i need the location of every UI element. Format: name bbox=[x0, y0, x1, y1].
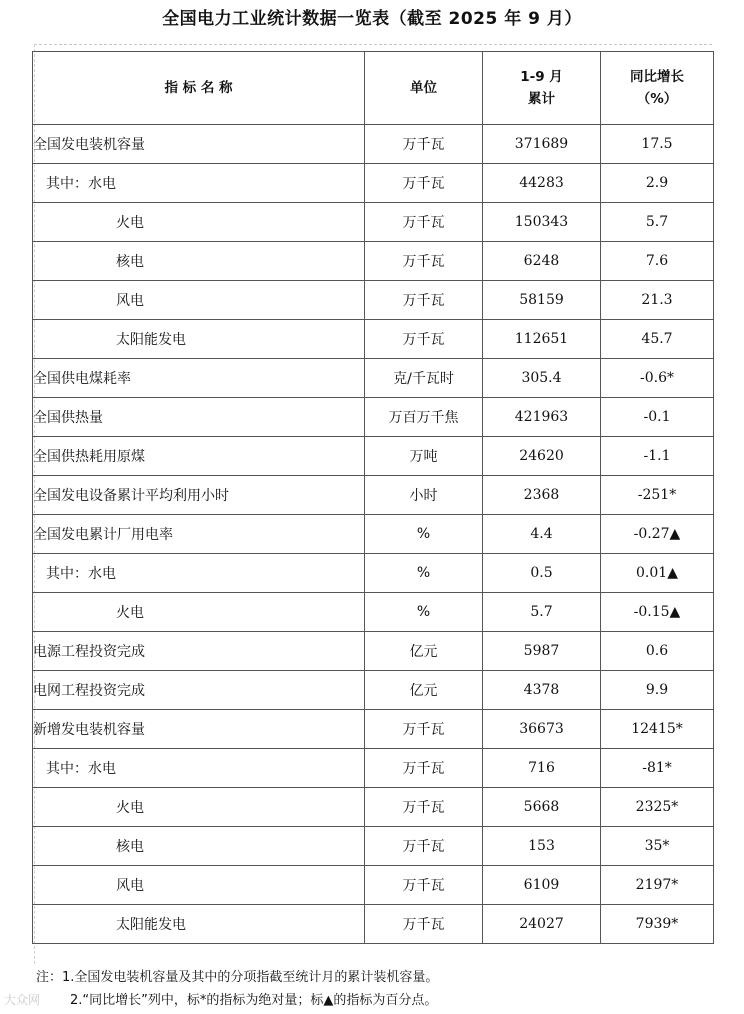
table-row bbox=[33, 632, 714, 671]
unit-cell: 万千瓦 bbox=[365, 281, 483, 320]
yoy-change-value: 7939* bbox=[601, 905, 714, 944]
yoy-change-value: 5.7 bbox=[601, 203, 714, 242]
unit-cell: 小时 bbox=[365, 476, 483, 515]
header-cumulative bbox=[483, 52, 601, 125]
table-row bbox=[33, 905, 714, 944]
unit-cell: % bbox=[365, 515, 483, 554]
cumulative-value: 371689 bbox=[483, 125, 601, 164]
page-title: 全国电力工业统计数据一览表（截至 2025 年 9 月） bbox=[162, 9, 582, 29]
table-row bbox=[33, 866, 714, 905]
table-row bbox=[33, 203, 714, 242]
header-yoy-change bbox=[601, 52, 714, 125]
yoy-change-value: 45.7 bbox=[601, 320, 714, 359]
unit-cell: 万千瓦 bbox=[365, 164, 483, 203]
cumulative-value: 4.4 bbox=[483, 515, 601, 554]
table-row bbox=[33, 281, 714, 320]
indicator-name: 全国供热耗用原煤 bbox=[33, 437, 365, 476]
unit-cell: 克/千瓦时 bbox=[365, 359, 483, 398]
cumulative-value: 421963 bbox=[483, 398, 601, 437]
watermark-logo: 大众网 bbox=[4, 993, 41, 1007]
table-row bbox=[33, 554, 714, 593]
yoy-change-value: 21.3 bbox=[601, 281, 714, 320]
unit-cell: 万千瓦 bbox=[365, 866, 483, 905]
table-row bbox=[33, 359, 714, 398]
yoy-change-value: -0.27▲ bbox=[601, 515, 714, 554]
yoy-change-value: 35* bbox=[601, 827, 714, 866]
footnotes bbox=[36, 966, 726, 1012]
indicator-name: 新增发电装机容量 bbox=[33, 710, 365, 749]
yoy-change-value: -81* bbox=[601, 749, 714, 788]
cumulative-value: 58159 bbox=[483, 281, 601, 320]
indicator-name: 全国发电累计厂用电率 bbox=[33, 515, 365, 554]
unit-cell: 万千瓦 bbox=[365, 749, 483, 788]
table-row bbox=[33, 398, 714, 437]
indicator-name: 其中：水电 bbox=[33, 749, 365, 788]
header-yoy-line2: （%） bbox=[636, 91, 678, 107]
cumulative-value: 305.4 bbox=[483, 359, 601, 398]
yoy-change-value: 2.9 bbox=[601, 164, 714, 203]
cumulative-value: 150343 bbox=[483, 203, 601, 242]
cumulative-value: 716 bbox=[483, 749, 601, 788]
indicator-name: 全国供热量 bbox=[33, 398, 365, 437]
indicator-name: 火电 bbox=[33, 593, 365, 632]
yoy-change-value: 0.01▲ bbox=[601, 554, 714, 593]
unit-cell: % bbox=[365, 593, 483, 632]
table-row bbox=[33, 515, 714, 554]
yoy-change-value: -1.1 bbox=[601, 437, 714, 476]
unit-cell: 万吨 bbox=[365, 437, 483, 476]
cumulative-value: 6248 bbox=[483, 242, 601, 281]
table-row bbox=[33, 476, 714, 515]
table-row bbox=[33, 242, 714, 281]
unit-cell: 万千瓦 bbox=[365, 788, 483, 827]
yoy-change-value: 12415* bbox=[601, 710, 714, 749]
cumulative-value: 112651 bbox=[483, 320, 601, 359]
unit-cell: 万千瓦 bbox=[365, 905, 483, 944]
table-row bbox=[33, 125, 714, 164]
yoy-change-value: -0.15▲ bbox=[601, 593, 714, 632]
table-row bbox=[33, 164, 714, 203]
indicator-name: 全国发电装机容量 bbox=[33, 125, 365, 164]
indicator-name: 全国供电煤耗率 bbox=[33, 359, 365, 398]
header-unit: 单位 bbox=[365, 52, 483, 125]
header-indicator-name: 指 标 名 称 bbox=[33, 52, 365, 125]
indicator-name: 其中：水电 bbox=[33, 554, 365, 593]
yoy-change-value: 17.5 bbox=[601, 125, 714, 164]
yoy-change-value: 9.9 bbox=[601, 671, 714, 710]
yoy-change-value: 2197* bbox=[601, 866, 714, 905]
indicator-name: 太阳能发电 bbox=[33, 905, 365, 944]
cumulative-value: 5.7 bbox=[483, 593, 601, 632]
unit-cell: 万千瓦 bbox=[365, 125, 483, 164]
table-row bbox=[33, 749, 714, 788]
unit-cell: 万千瓦 bbox=[365, 242, 483, 281]
table-header-row bbox=[33, 52, 714, 125]
cumulative-value: 36673 bbox=[483, 710, 601, 749]
table-row bbox=[33, 788, 714, 827]
indicator-name: 核电 bbox=[33, 242, 365, 281]
yoy-change-value: 7.6 bbox=[601, 242, 714, 281]
cumulative-value: 44283 bbox=[483, 164, 601, 203]
indicator-name: 电源工程投资完成 bbox=[33, 632, 365, 671]
indicator-name: 太阳能发电 bbox=[33, 320, 365, 359]
cumulative-value: 5987 bbox=[483, 632, 601, 671]
yoy-change-value: 2325* bbox=[601, 788, 714, 827]
unit-cell: 亿元 bbox=[365, 632, 483, 671]
yoy-change-value: -0.6* bbox=[601, 359, 714, 398]
yoy-change-value: 0.6 bbox=[601, 632, 714, 671]
page-border-top bbox=[34, 44, 712, 45]
indicator-name: 电网工程投资完成 bbox=[33, 671, 365, 710]
header-cumulative-line2: 累计 bbox=[528, 91, 555, 107]
cumulative-value: 2368 bbox=[483, 476, 601, 515]
unit-cell: 万千瓦 bbox=[365, 320, 483, 359]
indicator-name: 全国发电设备累计平均利用小时 bbox=[33, 476, 365, 515]
cumulative-value: 24027 bbox=[483, 905, 601, 944]
table-row bbox=[33, 710, 714, 749]
cumulative-value: 24620 bbox=[483, 437, 601, 476]
cumulative-value: 153 bbox=[483, 827, 601, 866]
unit-cell: 万百万千焦 bbox=[365, 398, 483, 437]
yoy-change-value: -0.1 bbox=[601, 398, 714, 437]
indicator-name: 火电 bbox=[33, 203, 365, 242]
statistics-table bbox=[32, 51, 714, 944]
unit-cell: 万千瓦 bbox=[365, 710, 483, 749]
cumulative-value: 0.5 bbox=[483, 554, 601, 593]
cumulative-value: 4378 bbox=[483, 671, 601, 710]
header-yoy-line1: 同比增长 bbox=[630, 69, 684, 85]
unit-cell: % bbox=[365, 554, 483, 593]
footnote-2: 2.“同比增长”列中，标*的指标为绝对量；标▲的指标为百分点。 bbox=[70, 993, 438, 1008]
yoy-change-value: -251* bbox=[601, 476, 714, 515]
cumulative-value: 6109 bbox=[483, 866, 601, 905]
indicator-name: 风电 bbox=[33, 866, 365, 905]
table-row bbox=[33, 320, 714, 359]
indicator-name: 风电 bbox=[33, 281, 365, 320]
table-row bbox=[33, 437, 714, 476]
table-row bbox=[33, 671, 714, 710]
indicator-name: 火电 bbox=[33, 788, 365, 827]
unit-cell: 亿元 bbox=[365, 671, 483, 710]
cumulative-value: 5668 bbox=[483, 788, 601, 827]
unit-cell: 万千瓦 bbox=[365, 203, 483, 242]
table-row bbox=[33, 593, 714, 632]
table-row bbox=[33, 827, 714, 866]
footnote-1: 注：1.全国发电装机容量及其中的分项指截至统计月的累计装机容量。 bbox=[36, 970, 439, 985]
indicator-name: 核电 bbox=[33, 827, 365, 866]
table-body bbox=[33, 125, 714, 944]
header-cumulative-line1: 1-9 月 bbox=[520, 69, 563, 85]
unit-cell: 万千瓦 bbox=[365, 827, 483, 866]
indicator-name: 其中：水电 bbox=[33, 164, 365, 203]
